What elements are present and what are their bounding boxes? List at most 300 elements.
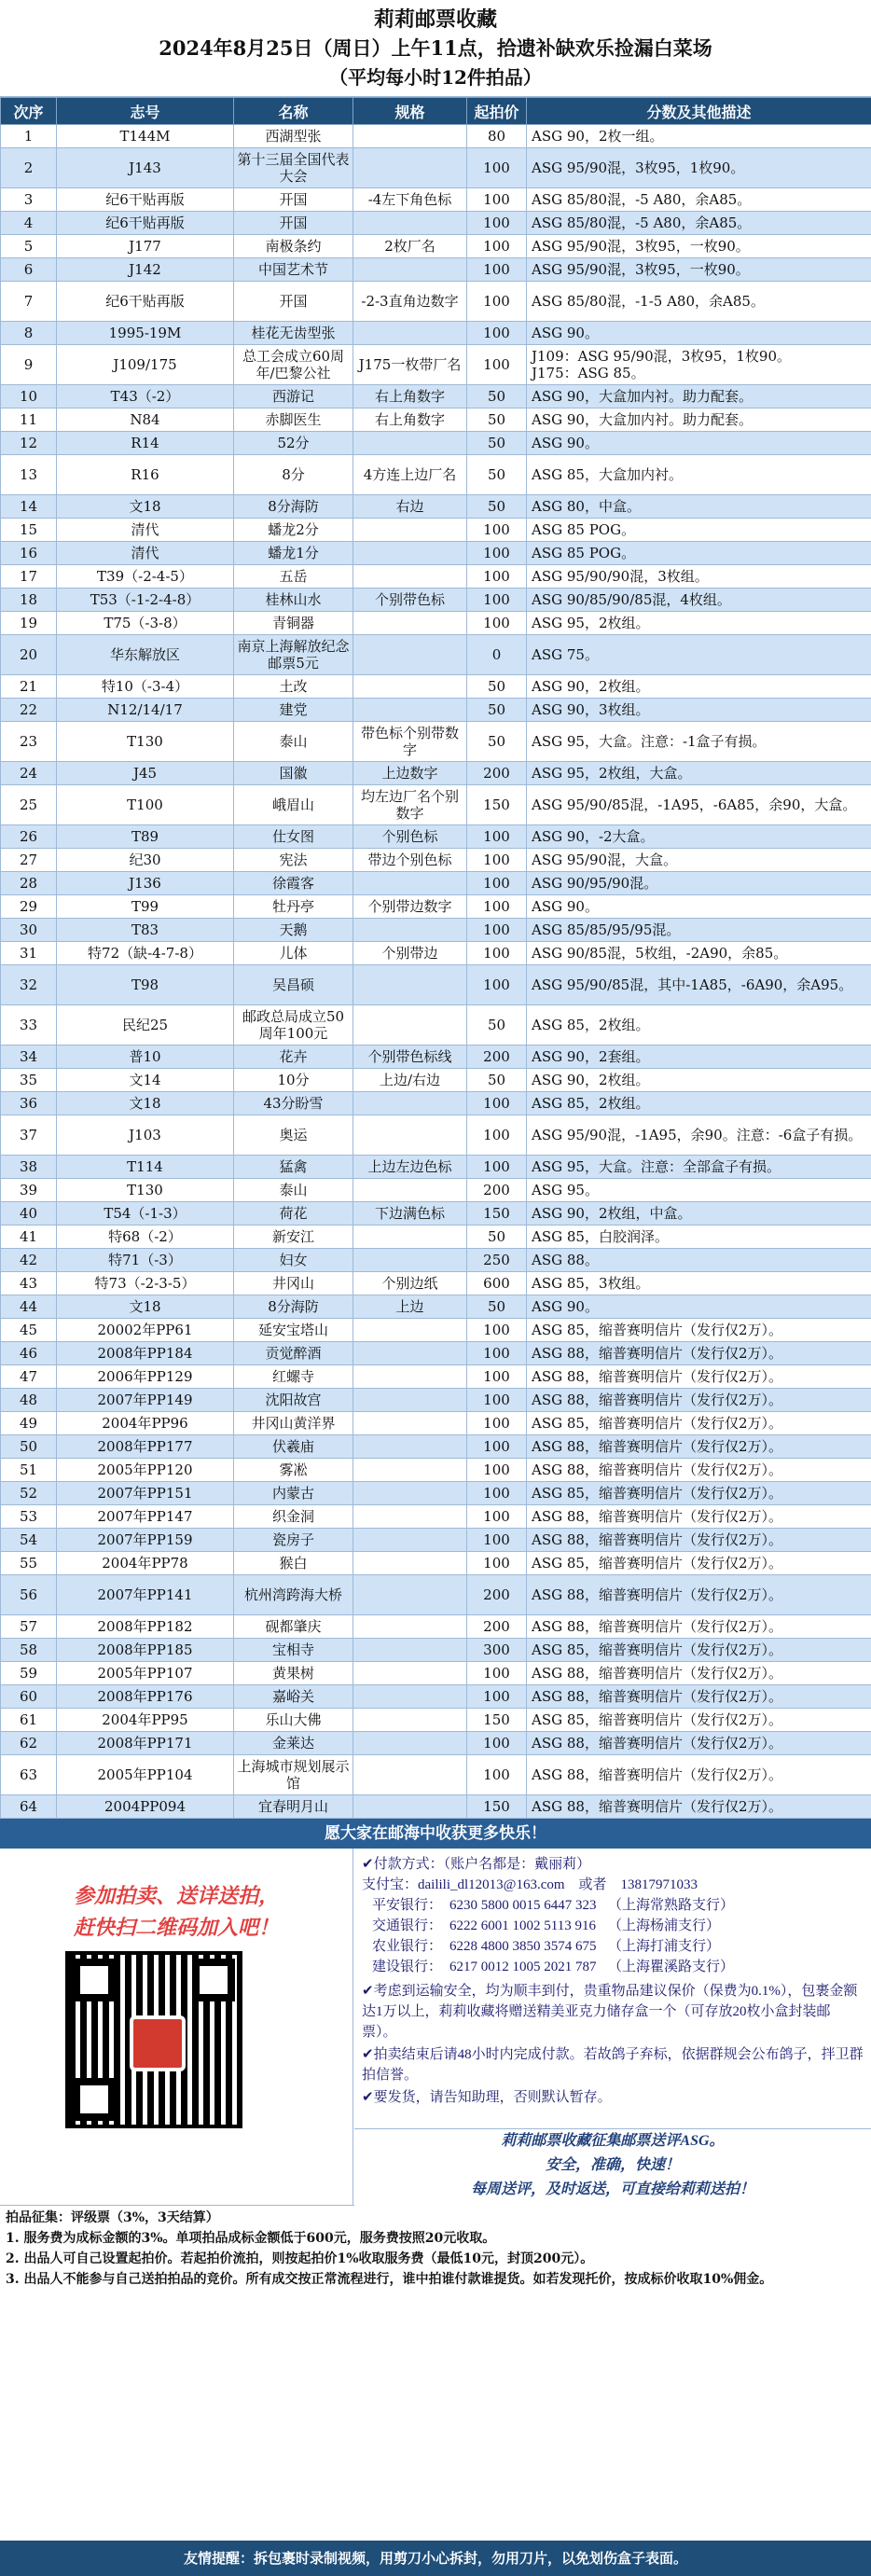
lot-spec	[353, 919, 467, 942]
lot-name: 井冈山黄洋界	[234, 1412, 353, 1435]
lot-spec	[353, 1226, 467, 1249]
lot-start-price: 100	[467, 565, 527, 589]
bank-list	[362, 1895, 864, 1977]
qr-finder-pattern	[73, 2078, 116, 2121]
lot-code: 纪6干贴再版	[57, 212, 234, 235]
lot-spec	[353, 1249, 467, 1272]
bank-branch: （上海杨浦支行）	[608, 1918, 721, 1933]
lot-code: T114	[57, 1156, 234, 1179]
lot-name: 砚都肇庆	[234, 1615, 353, 1639]
lot-name: 徐霞客	[234, 872, 353, 895]
table-row	[1, 1412, 871, 1435]
rule-1: 1. 服务费为成标金额的3%。单项拍品成标金额低于600元，服务费按照20元收取。	[6, 2231, 496, 2246]
lot-description: ASG 85，2枚组。	[527, 1005, 871, 1046]
lot-start-price: 50	[467, 1226, 527, 1249]
lot-description: ASG 85，3枚组。	[527, 1272, 871, 1295]
lot-start-price: 50	[467, 385, 527, 409]
lot-spec	[353, 1005, 467, 1046]
lot-spec	[353, 1365, 467, 1389]
table-row	[1, 965, 871, 1005]
lot-start-price: 0	[467, 635, 527, 675]
lot-name: 泰山	[234, 722, 353, 762]
lot-description: ASG 75。	[527, 635, 871, 675]
lot-name: 青铜器	[234, 612, 353, 635]
bank-account-number[interactable]: 6230 5800 0015 6447 323	[449, 1898, 597, 1913]
lot-spec	[353, 1389, 467, 1412]
lot-code: 2004年PP96	[57, 1412, 234, 1435]
lot-name: 宪法	[234, 849, 353, 872]
lot-description: ASG 90，2枚组，中盒。	[527, 1202, 871, 1226]
table-row	[1, 1046, 871, 1069]
table-row	[1, 258, 871, 282]
lot-start-price: 100	[467, 258, 527, 282]
lot-start-price: 100	[467, 212, 527, 235]
lot-index: 32	[1, 965, 57, 1005]
lot-spec: 带边个别色标	[353, 849, 467, 872]
table-header-row	[1, 98, 871, 125]
qr-finder-pattern	[73, 1959, 116, 2001]
lot-index: 58	[1, 1639, 57, 1662]
lot-spec: 个别边纸	[353, 1272, 467, 1295]
lot-description: ASG 90，2枚组。	[527, 1069, 871, 1092]
table-row	[1, 409, 871, 432]
lot-name: 蟠龙2分	[234, 519, 353, 542]
lot-name: 泰山	[234, 1179, 353, 1202]
table-row	[1, 1709, 871, 1732]
lot-name: 牡丹亭	[234, 895, 353, 919]
col-header-index: 次序	[1, 98, 57, 125]
lot-name: 蟠龙1分	[234, 542, 353, 565]
lot-start-price: 100	[467, 1092, 527, 1115]
bank-name: 交通银行：	[371, 1918, 442, 1933]
lot-spec: 右上角数字	[353, 385, 467, 409]
lot-name: 红螺寺	[234, 1365, 353, 1389]
lot-description: ASG 95/90混，大盒。	[527, 849, 871, 872]
lot-start-price: 50	[467, 409, 527, 432]
lot-name: 儿体	[234, 942, 353, 965]
table-row	[1, 1272, 871, 1295]
table-row	[1, 432, 871, 455]
note-shipping: ✔考虑到运输安全，均为顺丰到付，贵重物品建议保价（保费为0.1%），包裹金额达1万以上，莉莉收藏将赠送精美亚克力储存盒一个（可存放20枚小盒封装邮票）。	[362, 1984, 858, 2040]
lot-spec	[353, 965, 467, 1005]
lots-table	[0, 97, 871, 1819]
lot-start-price: 300	[467, 1639, 527, 1662]
lot-description: ASG 85，缩普赛明信片（发行仅2万）。	[527, 1552, 871, 1575]
table-row	[1, 235, 871, 258]
lot-spec	[353, 212, 467, 235]
table-row	[1, 1795, 871, 1819]
lot-name: 邮政总局成立50周年100元	[234, 1005, 353, 1046]
table-row	[1, 1459, 871, 1482]
auction-note: （平均每小时12件拍品）	[329, 66, 542, 89]
lot-index: 63	[1, 1755, 57, 1795]
rules-title: 拍品征集：评级票（3%，3天结算）	[6, 2210, 219, 2225]
lot-description: ASG 85，缩普赛明信片（发行仅2万）。	[527, 1709, 871, 1732]
lot-code: N84	[57, 409, 234, 432]
lot-name: 南京上海解放纪念邮票5元	[234, 635, 353, 675]
lot-index: 42	[1, 1249, 57, 1272]
qr-code-image[interactable]	[65, 1951, 242, 2128]
lot-start-price: 100	[467, 589, 527, 612]
lot-index: 50	[1, 1435, 57, 1459]
table-row	[1, 1295, 871, 1319]
lot-spec: 上边/右边	[353, 1069, 467, 1092]
table-row	[1, 542, 871, 565]
table-row	[1, 942, 871, 965]
lot-description: ASG 85，缩普赛明信片（发行仅2万）。	[527, 1639, 871, 1662]
table-row	[1, 635, 871, 675]
lot-description: ASG 85，2枚组。	[527, 1092, 871, 1115]
lot-description: ASG 85，白胶润泽。	[527, 1226, 871, 1249]
lot-description: ASG 88，缩普赛明信片（发行仅2万）。	[527, 1755, 871, 1795]
lot-name: 国徽	[234, 762, 353, 785]
lot-start-price: 100	[467, 1319, 527, 1342]
lot-start-price: 100	[467, 872, 527, 895]
lot-name: 52分	[234, 432, 353, 455]
lot-description: ASG 88，缩普赛明信片（发行仅2万）。	[527, 1615, 871, 1639]
table-row	[1, 612, 871, 635]
lot-code: 纪30	[57, 849, 234, 872]
bank-account-row	[362, 1916, 864, 1936]
lot-name: 贡觉醉酒	[234, 1342, 353, 1365]
lot-spec	[353, 565, 467, 589]
lot-spec: -2-3直角边数字	[353, 282, 467, 322]
bank-branch: （上海瞿溪路支行）	[608, 1960, 735, 1974]
lot-start-price: 100	[467, 1732, 527, 1755]
lot-name: 第十三届全国代表大会	[234, 148, 353, 188]
lot-code: 2004年PP78	[57, 1552, 234, 1575]
table-row	[1, 1179, 871, 1202]
lot-description: ASG 88，缩普赛明信片（发行仅2万）。	[527, 1685, 871, 1709]
lot-start-price: 50	[467, 432, 527, 455]
lot-start-price: 100	[467, 1505, 527, 1529]
lot-code: 2007年PP149	[57, 1389, 234, 1412]
lot-spec	[353, 1552, 467, 1575]
lot-name: 吴昌硕	[234, 965, 353, 1005]
lot-start-price: 100	[467, 1115, 527, 1156]
lot-index: 64	[1, 1795, 57, 1819]
lot-spec	[353, 322, 467, 345]
lot-spec: 右边	[353, 495, 467, 519]
lot-description: ASG 95，大盒。注意：全部盒子有损。	[527, 1156, 871, 1179]
lot-name: 猛禽	[234, 1156, 353, 1179]
lot-start-price: 100	[467, 612, 527, 635]
table-row	[1, 1389, 871, 1412]
lot-start-price: 200	[467, 1179, 527, 1202]
note-payment-deadline: ✔拍卖结束后请48小时内完成付款。若故鸽子弃标，依据群规会公布鸽子，拌卫群拍信誉。	[362, 2047, 864, 2083]
lot-index: 19	[1, 612, 57, 635]
lot-spec	[353, 1319, 467, 1342]
lot-code: T144M	[57, 125, 234, 148]
table-row	[1, 1575, 871, 1615]
lot-description: ASG 85/80混，-1-5 A80，余A85。	[527, 282, 871, 322]
bank-account-row	[362, 1936, 864, 1957]
lot-start-price: 150	[467, 1795, 527, 1819]
lot-spec: 个别色标	[353, 825, 467, 849]
lot-name: 赤脚医生	[234, 409, 353, 432]
lot-code: 华东解放区	[57, 635, 234, 675]
lot-start-price: 100	[467, 965, 527, 1005]
lot-spec	[353, 542, 467, 565]
lot-description: ASG 95，2枚组。	[527, 612, 871, 635]
lot-index: 52	[1, 1482, 57, 1505]
lot-description: ASG 95/90混，3枚95，一枚90。	[527, 235, 871, 258]
lot-spec: 个别带色标线	[353, 1046, 467, 1069]
lot-start-price: 100	[467, 1342, 527, 1365]
table-row	[1, 1552, 871, 1575]
lot-name: 仕女图	[234, 825, 353, 849]
lot-code: T53（-1-2-4-8）	[57, 589, 234, 612]
lot-code: 清代	[57, 542, 234, 565]
lot-spec: J175一枚带厂名	[353, 345, 467, 385]
bank-branch: （上海打浦支行）	[608, 1939, 721, 1954]
lot-description: ASG 90，3枚组。	[527, 699, 871, 722]
lot-code: J143	[57, 148, 234, 188]
slogan-box	[354, 2128, 871, 2206]
lot-spec	[353, 1639, 467, 1662]
lot-description: ASG 88。	[527, 1249, 871, 1272]
lot-index: 16	[1, 542, 57, 565]
lot-index: 54	[1, 1529, 57, 1552]
lot-index: 62	[1, 1732, 57, 1755]
lot-name: 开国	[234, 282, 353, 322]
lot-start-price: 200	[467, 1615, 527, 1639]
lot-name: 织金洞	[234, 1505, 353, 1529]
table-row	[1, 1662, 871, 1685]
auction-subtitle: 2024年8月25日（周日）上午11点，拾遗补缺欢乐捡漏白菜场	[159, 36, 712, 60]
table-row	[1, 825, 871, 849]
lot-start-price: 50	[467, 675, 527, 699]
lot-description: ASG 85，缩普赛明信片（发行仅2万）。	[527, 1412, 871, 1435]
lot-code: N12/14/17	[57, 699, 234, 722]
col-header-name: 名称	[234, 98, 353, 125]
table-row	[1, 125, 871, 148]
lot-spec	[353, 612, 467, 635]
lot-code: 文18	[57, 1092, 234, 1115]
table-row	[1, 495, 871, 519]
table-row	[1, 699, 871, 722]
lot-start-price: 100	[467, 1662, 527, 1685]
lot-code: 2005年PP107	[57, 1662, 234, 1685]
lot-spec: 带色标个别带数字	[353, 722, 467, 762]
lot-start-price: 100	[467, 1459, 527, 1482]
lot-start-price: 100	[467, 345, 527, 385]
lot-spec: -4左下角色标	[353, 188, 467, 212]
table-row	[1, 455, 871, 495]
lot-code: T54（-1-3）	[57, 1202, 234, 1226]
lot-description: ASG 95，2枚组，大盒。	[527, 762, 871, 785]
bank-account-number[interactable]: 6222 6001 1002 5113 916	[449, 1918, 596, 1933]
lot-index: 6	[1, 258, 57, 282]
lot-description: ASG 95/90/90混，3枚组。	[527, 565, 871, 589]
lot-spec: 个别带边数字	[353, 895, 467, 919]
lot-index: 10	[1, 385, 57, 409]
payment-panel	[354, 1849, 871, 2205]
lot-code: 2004年PP95	[57, 1709, 234, 1732]
lot-code: J136	[57, 872, 234, 895]
lot-index: 43	[1, 1272, 57, 1295]
table-row	[1, 1732, 871, 1755]
lot-index: 13	[1, 455, 57, 495]
table-row	[1, 1435, 871, 1459]
lot-code: T83	[57, 919, 234, 942]
lot-spec	[353, 148, 467, 188]
lot-name: 新安江	[234, 1226, 353, 1249]
lot-name: 沈阳故宫	[234, 1389, 353, 1412]
lot-spec	[353, 432, 467, 455]
lot-description: ASG 90，-2大盒。	[527, 825, 871, 849]
lot-index: 14	[1, 495, 57, 519]
lot-name: 8分海防	[234, 495, 353, 519]
table-row	[1, 1202, 871, 1226]
lot-name: 开国	[234, 212, 353, 235]
lot-description: ASG 85，大盒加内衬。	[527, 455, 871, 495]
lot-name: 杭州湾跨海大桥	[234, 1575, 353, 1615]
table-row	[1, 1115, 871, 1156]
lot-code: 2007年PP147	[57, 1505, 234, 1529]
lot-spec	[353, 1435, 467, 1459]
lot-spec: 个别带边	[353, 942, 467, 965]
table-row	[1, 872, 871, 895]
lot-spec	[353, 1662, 467, 1685]
lot-code: 特73（-2-3-5）	[57, 1272, 234, 1295]
lot-index: 45	[1, 1319, 57, 1342]
note-delivery: ✔要发货，请告知助理，否则默认暂存。	[362, 2090, 612, 2105]
table-row	[1, 589, 871, 612]
lot-spec	[353, 1342, 467, 1365]
notes	[354, 1977, 871, 2113]
lot-description: ASG 90/85/90/85混，4枚组。	[527, 589, 871, 612]
lot-start-price: 50	[467, 1295, 527, 1319]
bank-name: 建设银行：	[371, 1960, 442, 1974]
lot-description: ASG 88，缩普赛明信片（发行仅2万）。	[527, 1342, 871, 1365]
lot-name: 黄果树	[234, 1662, 353, 1685]
lot-name: 西湖型张	[234, 125, 353, 148]
lot-code: 特71（-3）	[57, 1249, 234, 1272]
lot-description: ASG 80，中盒。	[527, 495, 871, 519]
table-row	[1, 148, 871, 188]
lot-index: 44	[1, 1295, 57, 1319]
lot-code: 文18	[57, 495, 234, 519]
table-row	[1, 722, 871, 762]
lot-description: ASG 85/80混，-5 A80，余A85。	[527, 212, 871, 235]
lot-name: 伏羲庙	[234, 1435, 353, 1459]
lot-description: ASG 90。	[527, 432, 871, 455]
lot-start-price: 100	[467, 188, 527, 212]
bank-account-number[interactable]: 6217 0012 1005 2021 787	[449, 1960, 597, 1974]
bank-account-number[interactable]: 6228 4800 3850 3574 675	[449, 1939, 597, 1954]
header	[0, 0, 871, 97]
lot-code: 纪6干贴再版	[57, 282, 234, 322]
lot-start-price: 100	[467, 1552, 527, 1575]
lot-spec	[353, 1459, 467, 1482]
lot-code: T98	[57, 965, 234, 1005]
lot-start-price: 100	[467, 235, 527, 258]
lot-spec	[353, 1755, 467, 1795]
lot-name: 建党	[234, 699, 353, 722]
lot-start-price: 100	[467, 942, 527, 965]
lot-name: 雾凇	[234, 1459, 353, 1482]
lot-code: T43（-2）	[57, 385, 234, 409]
lot-description: ASG 88，缩普赛明信片（发行仅2万）。	[527, 1732, 871, 1755]
lot-name: 妇女	[234, 1249, 353, 1272]
lot-spec	[353, 1529, 467, 1552]
lot-start-price: 200	[467, 762, 527, 785]
lot-start-price: 100	[467, 1482, 527, 1505]
lot-name: 天鹅	[234, 919, 353, 942]
lot-code: 2008年PP176	[57, 1685, 234, 1709]
lot-index: 28	[1, 872, 57, 895]
lot-spec: 上边数字	[353, 762, 467, 785]
lot-spec	[353, 1795, 467, 1819]
rule-3: 3. 出品人不能参与自己送拍拍品的竞价。所有成交按正常流程进行，谁中拍谁付款谁提货。如若发现托价，按成标价收取10%佣金。	[6, 2272, 773, 2287]
lot-index: 46	[1, 1342, 57, 1365]
lot-index: 56	[1, 1575, 57, 1615]
col-header-start-price: 起拍价	[467, 98, 527, 125]
lot-index: 35	[1, 1069, 57, 1092]
alipay-info: 支付宝：dailili_dl12013@163.com 或者 13817971033	[362, 1877, 698, 1892]
lot-code: 特10（-3-4）	[57, 675, 234, 699]
lot-description: ASG 90，2枚组。	[527, 675, 871, 699]
lot-name: 宝相寺	[234, 1639, 353, 1662]
lot-name: 花卉	[234, 1046, 353, 1069]
lot-name: 西游记	[234, 385, 353, 409]
lots-body	[1, 125, 871, 1819]
lot-description: ASG 90/85混，5枚组，-2A90，余85。	[527, 942, 871, 965]
lot-name: 乐山大佛	[234, 1709, 353, 1732]
lot-code: 2007年PP151	[57, 1482, 234, 1505]
lot-code: J45	[57, 762, 234, 785]
lot-start-price: 100	[467, 849, 527, 872]
info-section	[0, 1849, 871, 2206]
lot-index: 4	[1, 212, 57, 235]
lot-index: 12	[1, 432, 57, 455]
lot-description: ASG 95/90混，3枚95，1枚90。	[527, 148, 871, 188]
lot-index: 51	[1, 1459, 57, 1482]
lot-description: ASG 88，缩普赛明信片（发行仅2万）。	[527, 1575, 871, 1615]
lot-index: 7	[1, 282, 57, 322]
lot-start-price: 100	[467, 1412, 527, 1435]
lot-index: 23	[1, 722, 57, 762]
lot-index: 55	[1, 1552, 57, 1575]
lot-description: ASG 90。	[527, 322, 871, 345]
lot-index: 25	[1, 785, 57, 825]
lot-name: 开国	[234, 188, 353, 212]
lot-start-price: 150	[467, 785, 527, 825]
lot-code: 2004PP094	[57, 1795, 234, 1819]
lot-description: ASG 95，大盒。注意：-1盒子有损。	[527, 722, 871, 762]
table-row	[1, 675, 871, 699]
lot-code: 2008年PP171	[57, 1732, 234, 1755]
table-row	[1, 1685, 871, 1709]
lot-description: ASG 90。	[527, 895, 871, 919]
lot-index: 11	[1, 409, 57, 432]
table-row	[1, 345, 871, 385]
qr-finder-pattern	[192, 1959, 235, 2001]
lot-name: 金莱达	[234, 1732, 353, 1755]
col-header-code: 志号	[57, 98, 234, 125]
lot-index: 26	[1, 825, 57, 849]
lot-code: J103	[57, 1115, 234, 1156]
lot-start-price: 80	[467, 125, 527, 148]
lot-name: 桂林山水	[234, 589, 353, 612]
bank-account-row	[362, 1895, 864, 1916]
lot-start-price: 200	[467, 1046, 527, 1069]
lot-index: 38	[1, 1156, 57, 1179]
lot-start-price: 150	[467, 1202, 527, 1226]
lot-spec	[353, 519, 467, 542]
lot-code: 普10	[57, 1046, 234, 1069]
